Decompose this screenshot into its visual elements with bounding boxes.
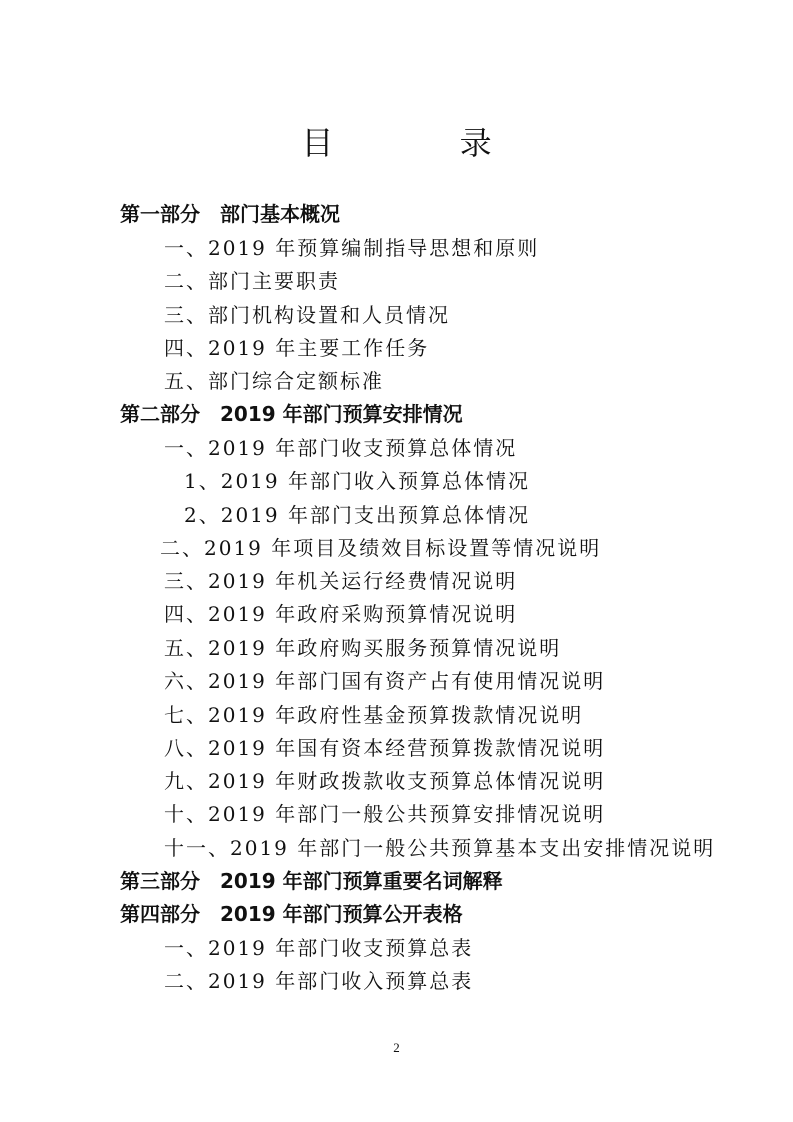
page-title: 目 录 <box>301 124 550 162</box>
page-number: 2 <box>393 1040 400 1055</box>
toc-entry[interactable]: 四、2019 年政府采购预算情况说明 <box>164 602 518 626</box>
toc-subentry[interactable]: 2、2019 年部门支出预算总体情况 <box>184 503 530 527</box>
toc-entry[interactable]: 十、2019 年部门一般公共预算安排情况说明 <box>164 802 606 826</box>
toc-entry[interactable]: 一、2019 年部门收支预算总体情况 <box>164 436 518 460</box>
toc-entry[interactable]: 五、部门综合定额标准 <box>164 369 384 393</box>
toc-part-1[interactable]: 第一部分 部门基本概况 <box>120 202 340 226</box>
toc-entry[interactable]: 四、2019 年主要工作任务 <box>164 336 430 360</box>
toc-subentry[interactable]: 1、2019 年部门收入预算总体情况 <box>184 469 530 493</box>
toc-part-3[interactable]: 第三部分 2019 年部门预算重要名词解释 <box>120 869 503 893</box>
toc-entry[interactable]: 八、2019 年国有资本经营预算拨款情况说明 <box>164 736 606 760</box>
toc-entry[interactable]: 六、2019 年部门国有资产占有使用情况说明 <box>164 669 606 693</box>
toc-part-2[interactable]: 第二部分 2019 年部门预算安排情况 <box>120 402 463 426</box>
toc-entry[interactable]: 三、2019 年机关运行经费情况说明 <box>164 569 518 593</box>
toc-entry[interactable]: 九、2019 年财政拨款收支预算总体情况说明 <box>164 769 606 793</box>
toc-entry[interactable]: 一、2019 年预算编制指导思想和原则 <box>164 236 540 260</box>
toc-entry[interactable]: 一、2019 年部门收支预算总表 <box>164 936 474 960</box>
toc-entry[interactable]: 五、2019 年政府购买服务预算情况说明 <box>164 636 562 660</box>
toc-entry[interactable]: 二、2019 年项目及绩效目标设置等情况说明 <box>160 536 602 560</box>
toc-part-4[interactable]: 第四部分 2019 年部门预算公开表格 <box>120 902 463 926</box>
toc-entry[interactable]: 七、2019 年政府性基金预算拨款情况说明 <box>164 703 584 727</box>
toc-entry[interactable]: 三、部门机构设置和人员情况 <box>164 303 450 327</box>
toc-entry[interactable]: 二、部门主要职责 <box>164 269 340 293</box>
toc-entry[interactable]: 二、2019 年部门收入预算总表 <box>164 969 474 993</box>
toc-entry[interactable]: 十一、2019 年部门一般公共预算基本支出安排情况说明 <box>164 836 716 860</box>
